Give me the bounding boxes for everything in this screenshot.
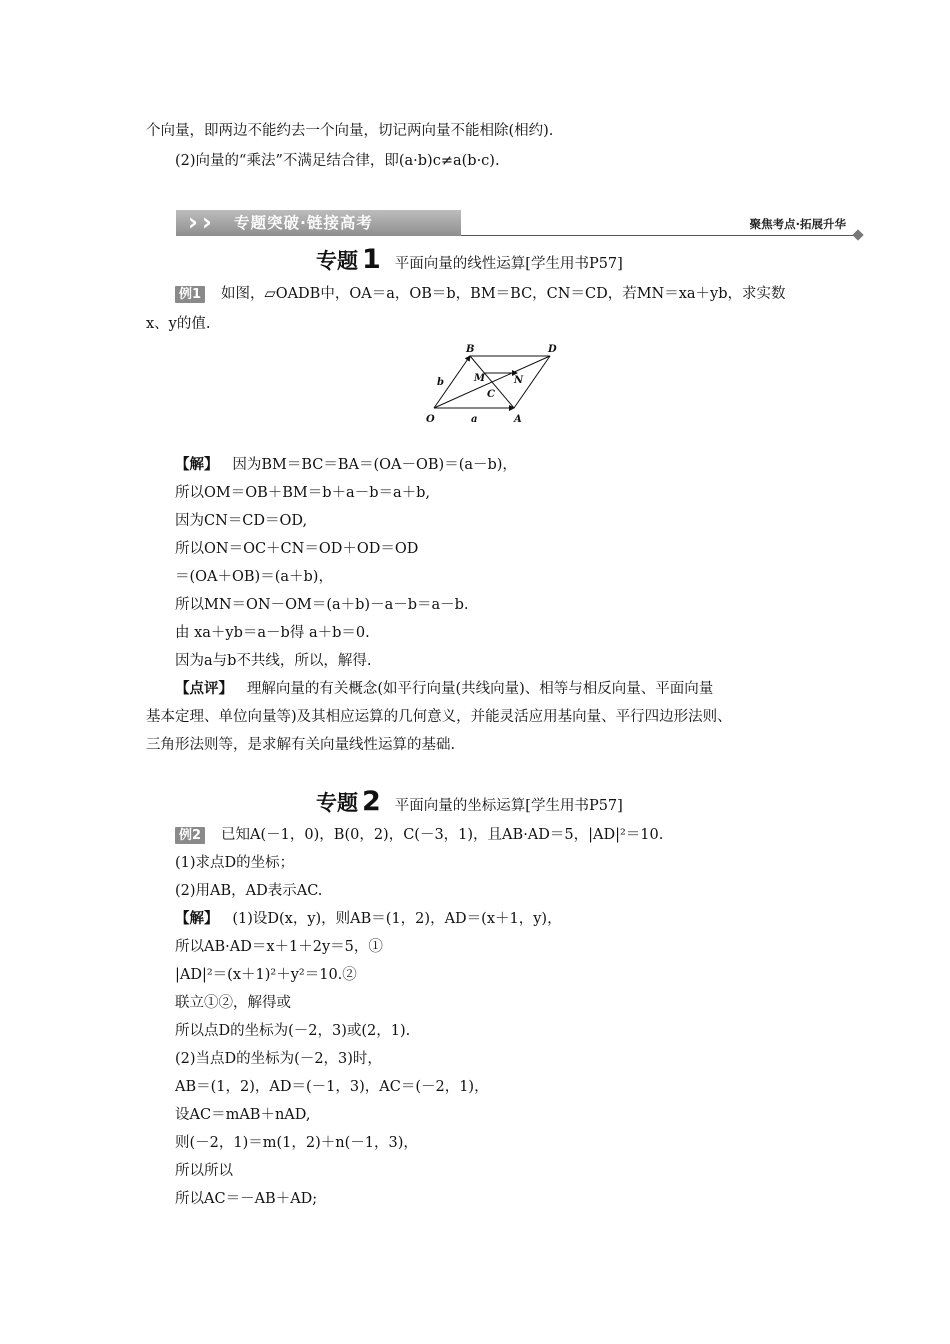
- label-vector-b: b: [437, 377, 444, 388]
- banner-subtitle: 聚焦考点·拓展升华: [749, 217, 846, 231]
- example-2-tag: 例2: [175, 827, 205, 844]
- comment-1-line-1: [175, 679, 713, 699]
- solution-2-text: (1)设D(x，y)，则AB＝(1，2)，AD＝(x＋1，y)，: [232, 911, 562, 927]
- label-a-point: A: [514, 414, 522, 425]
- section-banner: [176, 208, 866, 238]
- chevron-right-icon: ›: [188, 208, 198, 236]
- solution-2-line-2: 所以AB·AD＝x＋1＋2y＝5，①: [175, 939, 383, 955]
- solution-2-line-6: (2)当点D的坐标为(－2，3)时，: [175, 1051, 382, 1067]
- label-vector-a: a: [471, 414, 478, 425]
- solution-1-text: 因为BM＝BC＝BA＝(OA－OB)＝(a－b)，: [232, 457, 517, 473]
- solution-1-line-6: 所以MN＝ON－OM＝(a＋b)－a－b＝a－b.: [175, 597, 469, 613]
- solution-2-line-5: 所以点D的坐标为(－2，3)或(2，1).: [175, 1023, 411, 1039]
- intro-line-2: (2)向量的“乘法”不满足结合律，即(a·b)c≠a(b·c).: [175, 153, 500, 169]
- example-1-tag: 例1: [175, 286, 205, 303]
- label-b-point: B: [466, 344, 475, 355]
- example-1-line-2: x、y的值.: [146, 316, 211, 332]
- diamond-icon: [852, 229, 863, 240]
- topic-1-heading: [316, 244, 623, 275]
- solution-2-label: 【解】: [175, 910, 219, 927]
- label-o-point: O: [426, 414, 435, 425]
- solution-1-line-3: 因为CN＝CD＝OD,: [175, 513, 308, 529]
- topic-1-label: 专题: [316, 249, 358, 273]
- example-2-line-1: [175, 825, 663, 845]
- label-n-point: N: [514, 375, 524, 386]
- solution-2-line-7: AB＝(1，2)，AD＝(－1，3)，AC＝(－2，1)，: [175, 1079, 489, 1095]
- example-1-text: 如图，▱OADB中，OA＝a，OB＝b，BM＝BC，CN＝CD，若MN＝xa＋yb，求实数: [221, 286, 786, 302]
- parallelogram-figure: [420, 342, 590, 427]
- comment-1-label: 【点评】: [175, 680, 233, 697]
- comment-1-text: 理解向量的有关概念(如平行向量(共线向量)、相等与相反向量、平面向量: [246, 681, 714, 697]
- solution-2-line-1: [175, 909, 562, 929]
- example-2-question-2: (2)用AB，AD表示AC.: [175, 883, 323, 899]
- banner-title: 专题突破·链接高考: [234, 214, 373, 232]
- solution-1-line-5: ＝(OA＋OB)＝(a＋b)，: [175, 569, 333, 585]
- topic-2-label: 专题: [316, 791, 358, 815]
- solution-1-line-8: 因为a与b不共线，所以，解得.: [175, 653, 372, 669]
- topic-1-number: 1: [362, 244, 381, 275]
- label-m-point: M: [474, 373, 486, 384]
- solution-1-line-1: [175, 455, 517, 475]
- comment-1-line-2: 基本定理、单位向量等)及其相应运算的几何意义，并能灵活应用基向量、平行四边形法则、: [146, 709, 732, 725]
- topic-1-subtitle: 平面向量的线性运算[学生用书P57]: [394, 256, 623, 272]
- solution-1-line-7: 由 xa＋yb＝a－b得 a＋b＝0.: [175, 625, 370, 641]
- topic-2-subtitle: 平面向量的坐标运算[学生用书P57]: [394, 798, 623, 814]
- solution-2-line-8: 设AC＝mAB＋nAD,: [175, 1107, 311, 1123]
- chevron-right-icon: ›: [202, 208, 212, 236]
- solution-2-line-10: 所以所以: [175, 1163, 233, 1179]
- banner-rule: [461, 235, 856, 236]
- label-d-point: D: [548, 344, 557, 355]
- example-2-question-1: (1)求点D的坐标；: [175, 855, 295, 871]
- solution-2-line-4: 联立①②，解得或: [175, 995, 291, 1011]
- label-c-point: C: [487, 389, 495, 400]
- topic-2-heading: [316, 786, 623, 817]
- solution-2-line-3: |AD|²＝(x＋1)²＋y²＝10.②: [175, 967, 357, 983]
- solution-1-label: 【解】: [175, 456, 219, 473]
- example-2-text: 已知A(－1，0)，B(0，2)，C(－3，1)，且AB·AD＝5，|AD|²＝10.: [221, 827, 664, 843]
- solution-1-line-4: 所以ON＝OC＋CN＝OD＋OD＝OD: [175, 541, 419, 557]
- solution-2-line-9: 则(－2，1)＝m(1，2)＋n(－1，3)，: [175, 1135, 418, 1151]
- topic-2-number: 2: [362, 786, 381, 817]
- intro-line-1: 个向量，即两边不能约去一个向量，切记两向量不能相除(相约).: [146, 123, 554, 139]
- example-1-line-1: [175, 284, 786, 304]
- comment-1-line-3: 三角形法则等，是求解有关向量线性运算的基础.: [146, 737, 456, 753]
- solution-2-line-11: 所以AC＝－AB＋AD;: [175, 1191, 318, 1207]
- solution-1-line-2: 所以OM＝OB＋BM＝b＋a－b＝a＋b,: [175, 485, 431, 501]
